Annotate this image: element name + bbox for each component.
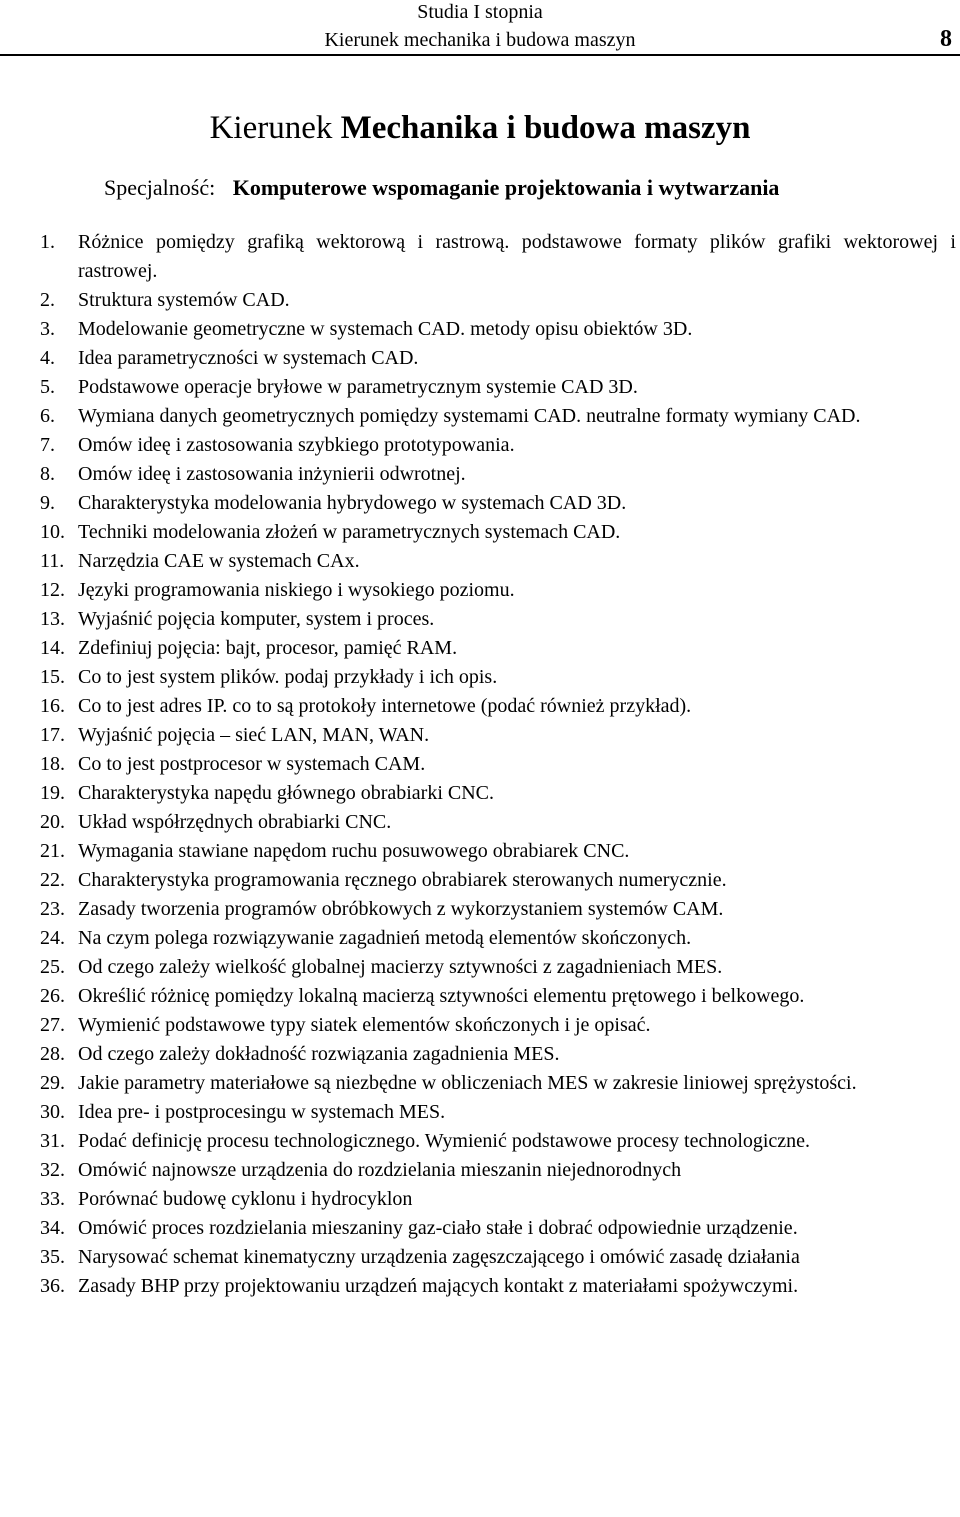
list-item-number: 25. <box>40 956 65 978</box>
list-item-text: Wyjaśnić pojęcia komputer, system i proces. <box>78 608 435 630</box>
list-item-text: Struktura systemów CAD. <box>78 289 290 311</box>
list-item-number: 33. <box>40 1188 65 1210</box>
list-item-text: Zasady tworzenia programów obróbkowych z wykorzystaniem systemów CAM. <box>78 898 724 920</box>
list-item-text: Co to jest postprocesor w systemach CAM. <box>78 753 426 775</box>
list-item-number: 20. <box>40 811 65 833</box>
list-item <box>40 1156 956 1185</box>
specialization-label: Specjalność: <box>104 175 216 200</box>
list-item-text: Określić różnicę pomiędzy lokalną macierzą sztywności elementu prętowego i belkowego. <box>78 985 805 1007</box>
list-item <box>40 489 956 518</box>
list-item-text: Omów ideę i zastosowania inżynierii odwrotnej. <box>78 463 466 485</box>
list-item <box>40 460 956 489</box>
list-item <box>40 779 956 808</box>
list-item-text: Różnice pomiędzy grafiką wektorową i rastrową. podstawowe formaty plików grafiki wektorowej i rastrowej. <box>78 231 956 282</box>
list-item-text: Podać definicję procesu technologicznego. Wymienić podstawowe procesy technologiczne. <box>78 1130 811 1152</box>
list-item-number: 13. <box>40 608 65 630</box>
list-item <box>40 866 956 895</box>
list-item-text: Układ współrzędnych obrabiarki CNC. <box>78 811 392 833</box>
list-item-text: Zasady BHP przy projektowaniu urządzeń mających kontakt z materiałami spożywczymi. <box>78 1275 799 1297</box>
list-item-text: Charakterystyka napędu głównego obrabiarki CNC. <box>78 782 495 804</box>
list-item <box>40 1011 956 1040</box>
list-item-number: 16. <box>40 695 65 717</box>
list-item-text: Wymiana danych geometrycznych pomiędzy systemami CAD. neutralne formaty wymiany CAD. <box>78 405 861 427</box>
list-item <box>40 1185 956 1214</box>
list-item-text: Omówić najnowsze urządzenia do rozdzielania mieszanin niejednorodnych <box>78 1159 682 1181</box>
list-item-text: Narysować schemat kinematyczny urządzenia zagęszczającego i omówić zasadę działania <box>78 1246 800 1268</box>
list-item <box>40 1243 956 1272</box>
list-item <box>40 895 956 924</box>
list-item-text: Od czego zależy dokładność rozwiązania zagadnienia MES. <box>78 1043 560 1065</box>
list-item <box>40 837 956 866</box>
list-item-number: 24. <box>40 927 65 949</box>
list-item <box>40 953 956 982</box>
list-item <box>40 315 956 344</box>
list-item-number: 31. <box>40 1130 65 1152</box>
list-item <box>40 982 956 1011</box>
list-item-text: Charakterystyka modelowania hybrydowego w systemach CAD 3D. <box>78 492 627 514</box>
list-item <box>40 721 956 750</box>
list-item <box>40 344 956 373</box>
list-item-number: 35. <box>40 1246 65 1268</box>
list-item <box>40 1098 956 1127</box>
list-item-text: Techniki modelowania złożeń w parametrycznych systemach CAD. <box>78 521 621 543</box>
list-item <box>40 1040 956 1069</box>
list-item-text: Charakterystyka programowania ręcznego obrabiarek sterowanych numerycznie. <box>78 869 727 891</box>
list-item-number: 28. <box>40 1043 65 1065</box>
list-item <box>40 547 956 576</box>
header-field-of-study: Kierunek mechanika i budowa maszyn <box>324 29 636 51</box>
list-item <box>40 1127 956 1156</box>
list-item-text: Omów ideę i zastosowania szybkiego prototypowania. <box>78 434 515 456</box>
list-item-number: 34. <box>40 1217 65 1239</box>
list-item <box>40 1069 956 1098</box>
list-item-number: 29. <box>40 1072 65 1094</box>
list-item-number: 18. <box>40 753 65 775</box>
list-item <box>40 1272 956 1301</box>
list-item-number: 6. <box>40 405 55 427</box>
list-item-number: 14. <box>40 637 65 659</box>
list-item-text: Zdefiniuj pojęcia: bajt, procesor, pamięć RAM. <box>78 637 458 659</box>
title-prefix: Kierunek <box>209 110 341 146</box>
list-item-text: Narzędzia CAE w systemach CAx. <box>78 550 360 572</box>
page-header <box>0 0 960 56</box>
header-divider <box>0 54 960 56</box>
list-item-text: Na czym polega rozwiązywanie zagadnień metodą elementów skończonych. <box>78 927 692 949</box>
page-number: 8 <box>940 26 952 52</box>
list-item <box>40 692 956 721</box>
list-item-number: 15. <box>40 666 65 688</box>
list-item-number: 19. <box>40 782 65 804</box>
list-item <box>40 808 956 837</box>
list-item-text: Idea parametryczności w systemach CAD. <box>78 347 419 369</box>
list-item <box>40 286 956 315</box>
list-item-text: Modelowanie geometryczne w systemach CAD. metody opisu obiektów 3D. <box>78 318 693 340</box>
list-item <box>40 605 956 634</box>
list-item-number: 12. <box>40 579 65 601</box>
list-item-number: 26. <box>40 985 65 1007</box>
specialization-value: Komputerowe wspomaganie projektowania i wytwarzania <box>232 175 780 200</box>
list-item <box>40 634 956 663</box>
list-item-number: 5. <box>40 376 55 398</box>
list-item-text: Wyjaśnić pojęcia – sieć LAN, MAN, WAN. <box>78 724 430 746</box>
list-item-number: 7. <box>40 434 55 456</box>
list-item <box>40 663 956 692</box>
list-item-text: Wymagania stawiane napędom ruchu posuwowego obrabiarek CNC. <box>78 840 630 862</box>
list-item-number: 21. <box>40 840 65 862</box>
list-item-number: 17. <box>40 724 65 746</box>
list-item-text: Omówić proces rozdzielania mieszaniny gaz-ciało stałe i dobrać odpowiednie urządzenie. <box>78 1217 798 1239</box>
list-item <box>40 373 956 402</box>
list-item-number: 23. <box>40 898 65 920</box>
title-bold: Mechanika i budowa maszyn <box>340 110 751 146</box>
list-item <box>40 228 956 286</box>
list-item-number: 3. <box>40 318 55 340</box>
list-item-number: 8. <box>40 463 55 485</box>
list-item-number: 2. <box>40 289 55 311</box>
list-item-number: 4. <box>40 347 55 369</box>
list-item-text: Od czego zależy wielkość globalnej macierzy sztywności z zagadnieniach MES. <box>78 956 723 978</box>
list-item-number: 32. <box>40 1159 65 1181</box>
list-item <box>40 576 956 605</box>
list-item <box>40 518 956 547</box>
list-item <box>40 924 956 953</box>
list-item <box>40 1214 956 1243</box>
list-item-text: Podstawowe operacje bryłowe w parametrycznym systemie CAD 3D. <box>78 376 638 398</box>
list-item-number: 36. <box>40 1275 65 1297</box>
list-item-number: 10. <box>40 521 65 543</box>
question-list <box>40 228 956 1301</box>
list-item-text: Idea pre- i postprocesingu w systemach MES. <box>78 1101 446 1123</box>
list-item-number: 22. <box>40 869 65 891</box>
list-item-number: 27. <box>40 1014 65 1036</box>
specialization-line <box>104 174 779 202</box>
list-item-text: Jakie parametry materiałowe są niezbędne w obliczeniach MES w zakresie liniowej sprężystości. <box>78 1072 857 1094</box>
list-item-number: 11. <box>40 550 65 572</box>
header-study-level: Studia I stopnia <box>417 1 543 23</box>
list-item-text: Wymienić podstawowe typy siatek elementów skończonych i je opisać. <box>78 1014 651 1036</box>
page-title <box>0 108 960 148</box>
list-item-text: Języki programowania niskiego i wysokiego poziomu. <box>78 579 515 601</box>
list-item-text: Co to jest adres IP. co to są protokoły internetowe (podać również przykład). <box>78 695 692 717</box>
list-item <box>40 402 956 431</box>
list-item-number: 30. <box>40 1101 65 1123</box>
list-item <box>40 431 956 460</box>
list-item-text: Porównać budowę cyklonu i hydrocyklon <box>78 1188 413 1210</box>
list-item-number: 1. <box>40 231 55 253</box>
list-item-text: Co to jest system plików. podaj przykłady i ich opis. <box>78 666 498 688</box>
list-item <box>40 750 956 779</box>
list-item-number: 9. <box>40 492 55 514</box>
